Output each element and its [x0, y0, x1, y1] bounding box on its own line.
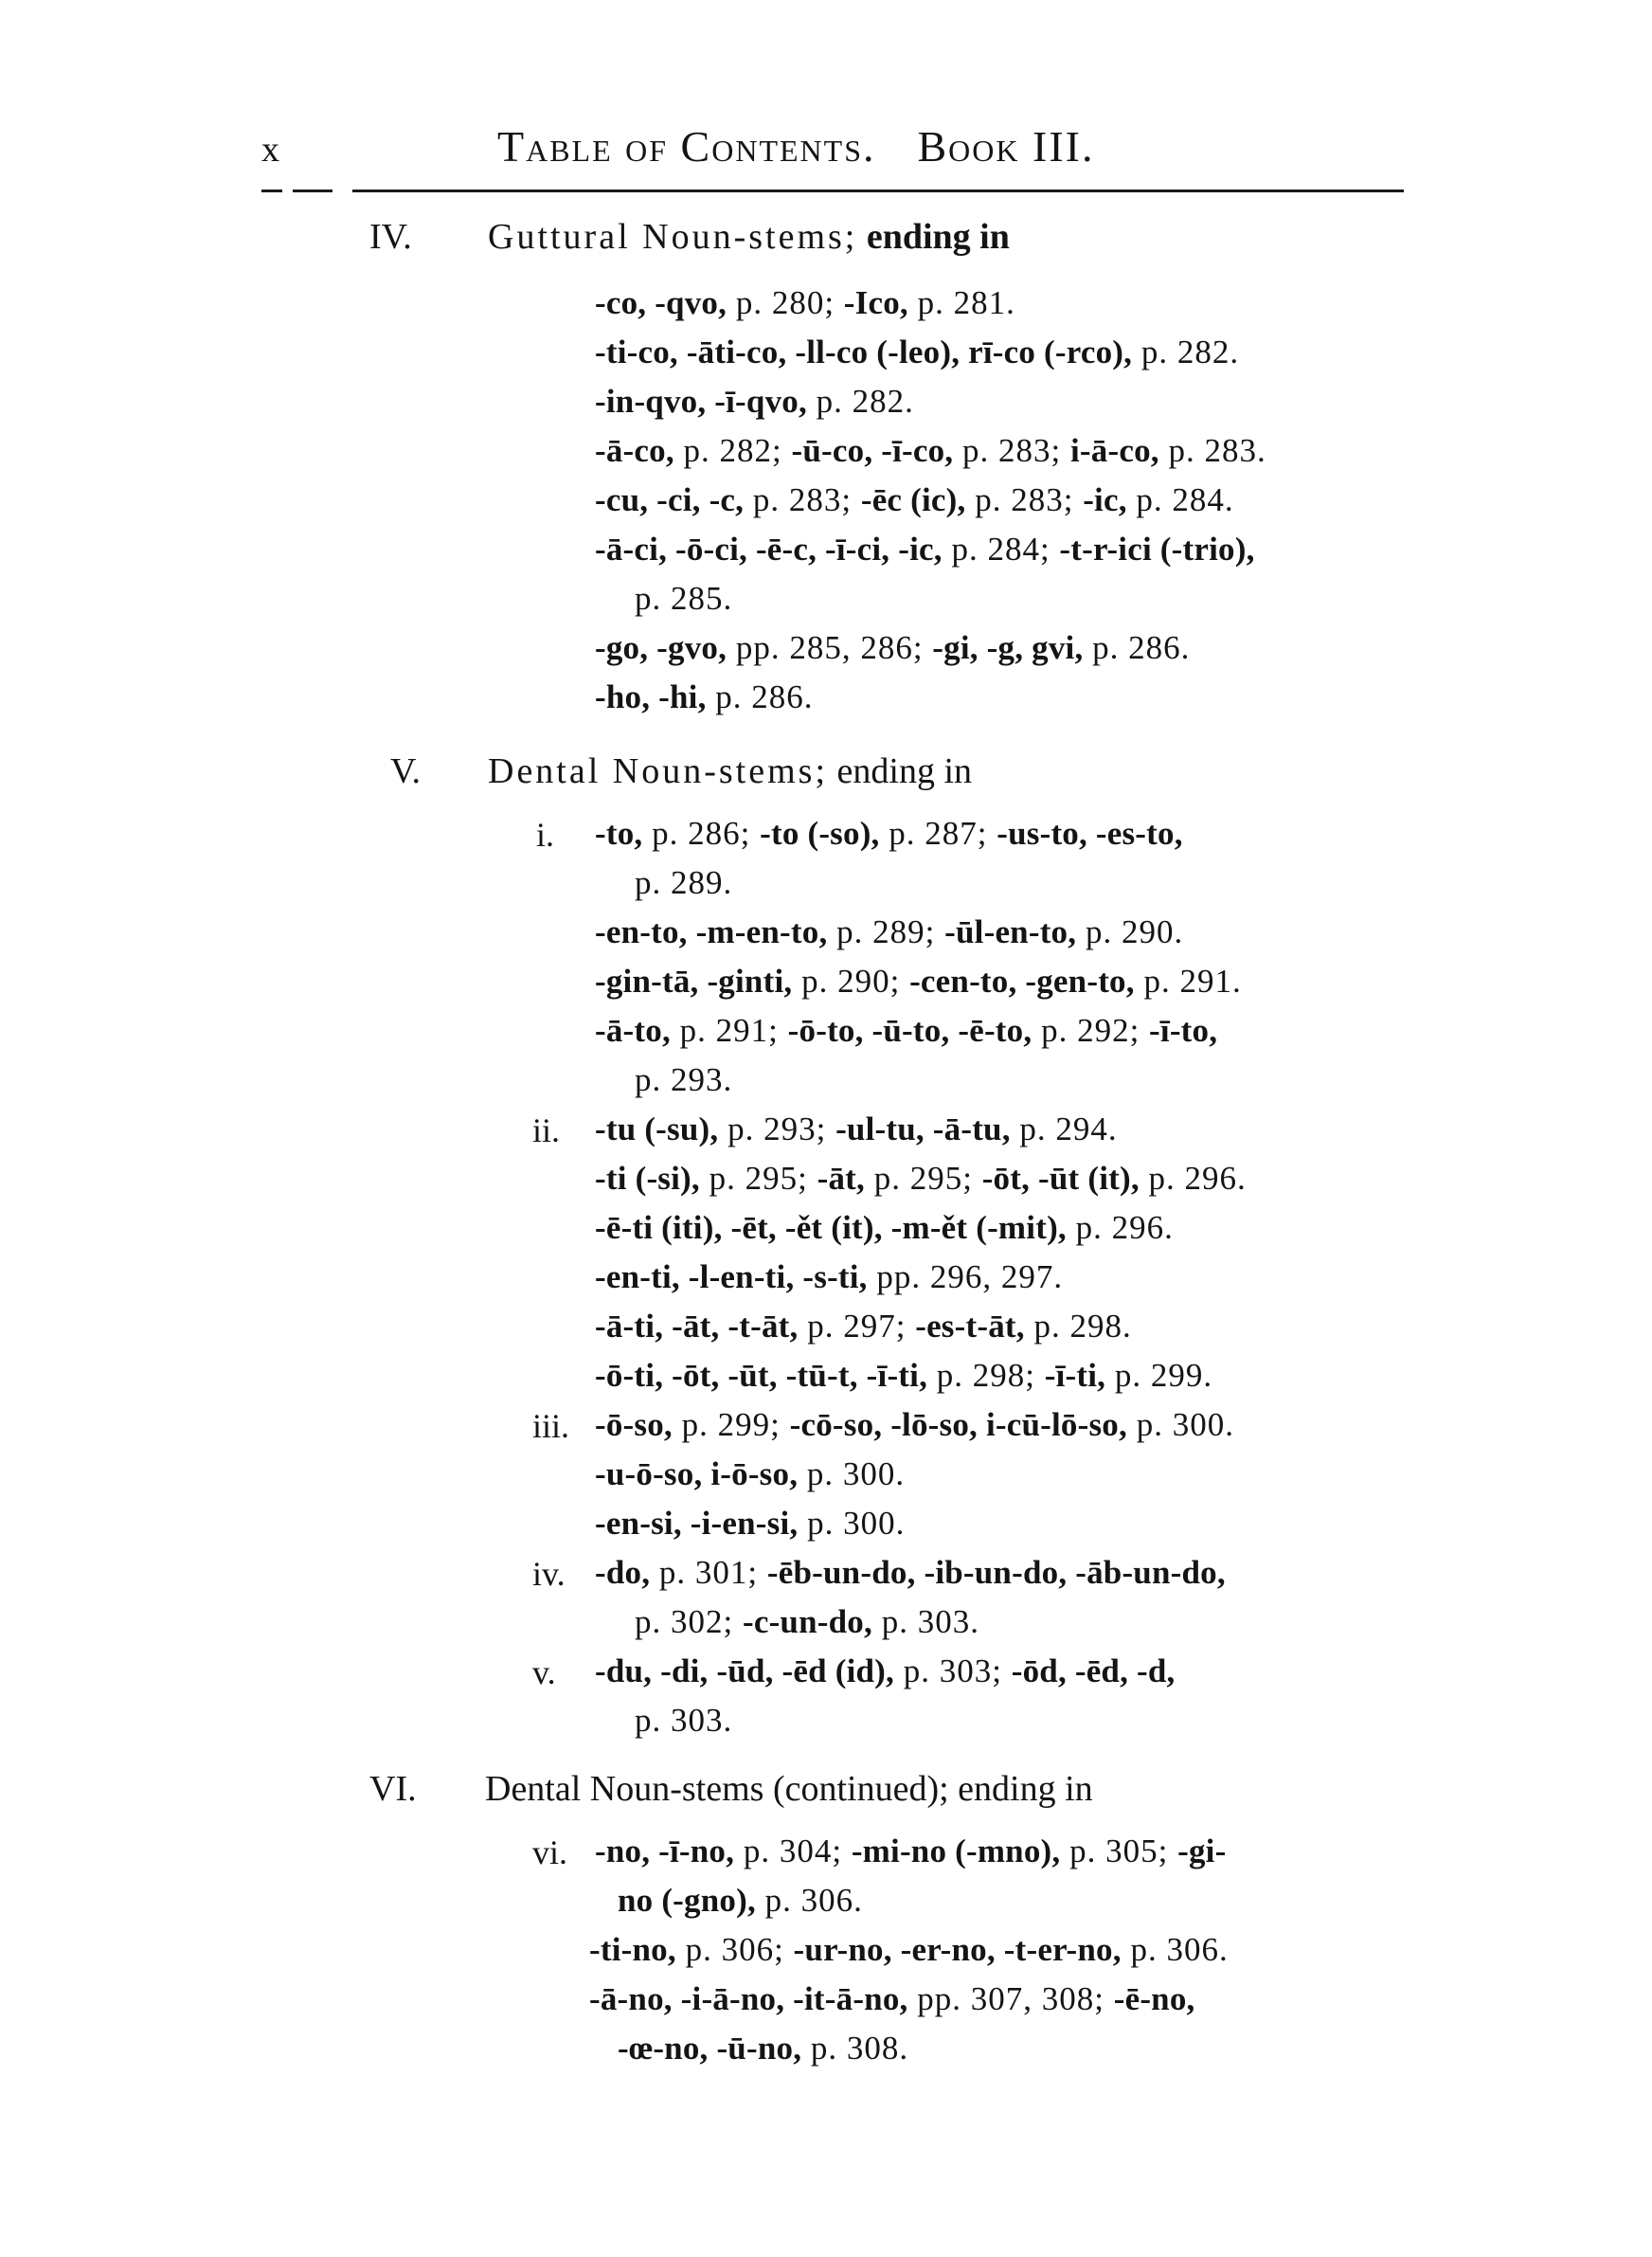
entry-line: -u-ō-so, i-ō-so, p. 300. [595, 1455, 906, 1492]
entry-line: -ā-no, -i-ā-no, -it-ā-no, pp. 307, 308; -ē-no, [589, 1980, 1195, 2017]
subsection-label: vi. [532, 1833, 568, 1871]
header-rule [352, 190, 1404, 192]
entry-line: -in-qvo, -ī-qvo, p. 282. [595, 383, 914, 420]
entry-line: -cu, -ci, -c, p. 283; -ēc (ic), p. 283; -ic, p. 284. [595, 481, 1234, 518]
entry-line: -ti (-si), p. 295; -āt, p. 295; -ōt, -ūt (it), p. 296. [595, 1160, 1247, 1197]
entry-line: -gin-tā, -ginti, p. 290; -cen-to, -gen-to, p. 291. [595, 963, 1242, 1000]
entry-line: -do, p. 301; -ēb-un-do, -ib-un-do, -āb-un-do, [595, 1554, 1226, 1591]
entry-line: -ti-no, p. 306; -ur-no, -er-no, -t-er-no, p. 306. [589, 1931, 1229, 1968]
entry-line: -ā-to, p. 291; -ō-to, -ū-to, -ē-to, p. 292; -ī-to, [595, 1012, 1218, 1049]
entry-line: p. 289. [635, 864, 733, 901]
subsection-label: iii. [532, 1407, 570, 1445]
entry-line: -go, -gvo, pp. 285, 286; -gi, -g, gvi, p. 286. [595, 629, 1191, 666]
entry-line: -en-ti, -l-en-ti, -s-ti, pp. 296, 297. [595, 1258, 1064, 1295]
entry-line: -ō-so, p. 299; -cō-so, -lō-so, i-cū-lō-so, p. 300. [595, 1406, 1234, 1443]
title-left: Table of Contents. [497, 122, 876, 171]
section-v-heading: Dental Noun-stems; ending in [488, 751, 972, 791]
entry-line: -ō-ti, -ōt, -ūt, -tū-t, -ī-ti, p. 298; -ī-ti, p. 299. [595, 1357, 1213, 1394]
header-rule [261, 190, 282, 192]
entry-line: -ē-ti (iti), -ēt, -ět (it), -m-ět (-mit), p. 296. [595, 1209, 1174, 1246]
section-vi-heading: Dental Noun-stems (continued); ending in [485, 1769, 1093, 1809]
entry-line: -en-si, -i-en-si, p. 300. [595, 1505, 906, 1542]
entry-line: p. 285. [635, 580, 733, 617]
entry-line: -œ-no, -ū-no, p. 308. [618, 2030, 909, 2067]
section-v-number: V. [390, 751, 422, 791]
section-vi-number: VI. [369, 1769, 417, 1809]
entry-line: -ā-ci, -ō-ci, -ē-c, -ī-ci, -ic, p. 284; -t-r-ici (-trio), [595, 531, 1255, 568]
running-head [0, 121, 1652, 178]
header-rule [293, 190, 332, 192]
title-right: Book III. [917, 122, 1095, 171]
entry-line: -ho, -hi, p. 286. [595, 678, 814, 715]
entry-line: -ā-ti, -āt, -t-āt, p. 297; -es-t-āt, p. 298. [595, 1308, 1132, 1345]
section-iv-heading: Guttural Noun-stems; ending in [488, 217, 1010, 257]
entry-line: -to, p. 286; -to (-so), p. 287; -us-to, -es-to, [595, 815, 1183, 852]
subsection-label: ii. [532, 1111, 561, 1149]
subsection-label: i. [536, 816, 555, 854]
entry-line: -en-to, -m-en-to, p. 289; -ūl-en-to, p. 290. [595, 913, 1184, 950]
subsection-label: iv. [532, 1555, 566, 1593]
entry-line: -no, -ī-no, p. 304; -mi-no (-mno), p. 305; -gi- [595, 1833, 1227, 1869]
entry-line: -tu (-su), p. 293; -ul-tu, -ā-tu, p. 294. [595, 1110, 1118, 1147]
entry-line: -co, -qvo, p. 280; -Ico, p. 281. [595, 284, 1015, 321]
entry-line: -ā-co, p. 282; -ū-co, -ī-co, p. 283; i-ā-co, p. 283. [595, 432, 1266, 469]
entry-line: -du, -di, -ūd, -ēd (id), p. 303; -ōd, -ēd, -d, [595, 1652, 1176, 1689]
subsection-label: v. [532, 1653, 556, 1691]
entry-line: no (-gno), p. 306. [618, 1882, 863, 1919]
page-title [497, 121, 1094, 172]
entry-line: p. 302; -c-un-do, p. 303. [635, 1603, 979, 1640]
entry-line: p. 303. [635, 1702, 733, 1739]
entry-line: -ti-co, -āti-co, -ll-co (-leo), rī-co (-rco), p. 282. [595, 334, 1240, 370]
entry-line: p. 293. [635, 1061, 733, 1098]
section-iv-number: IV. [369, 217, 412, 257]
page-number: x [261, 130, 280, 170]
